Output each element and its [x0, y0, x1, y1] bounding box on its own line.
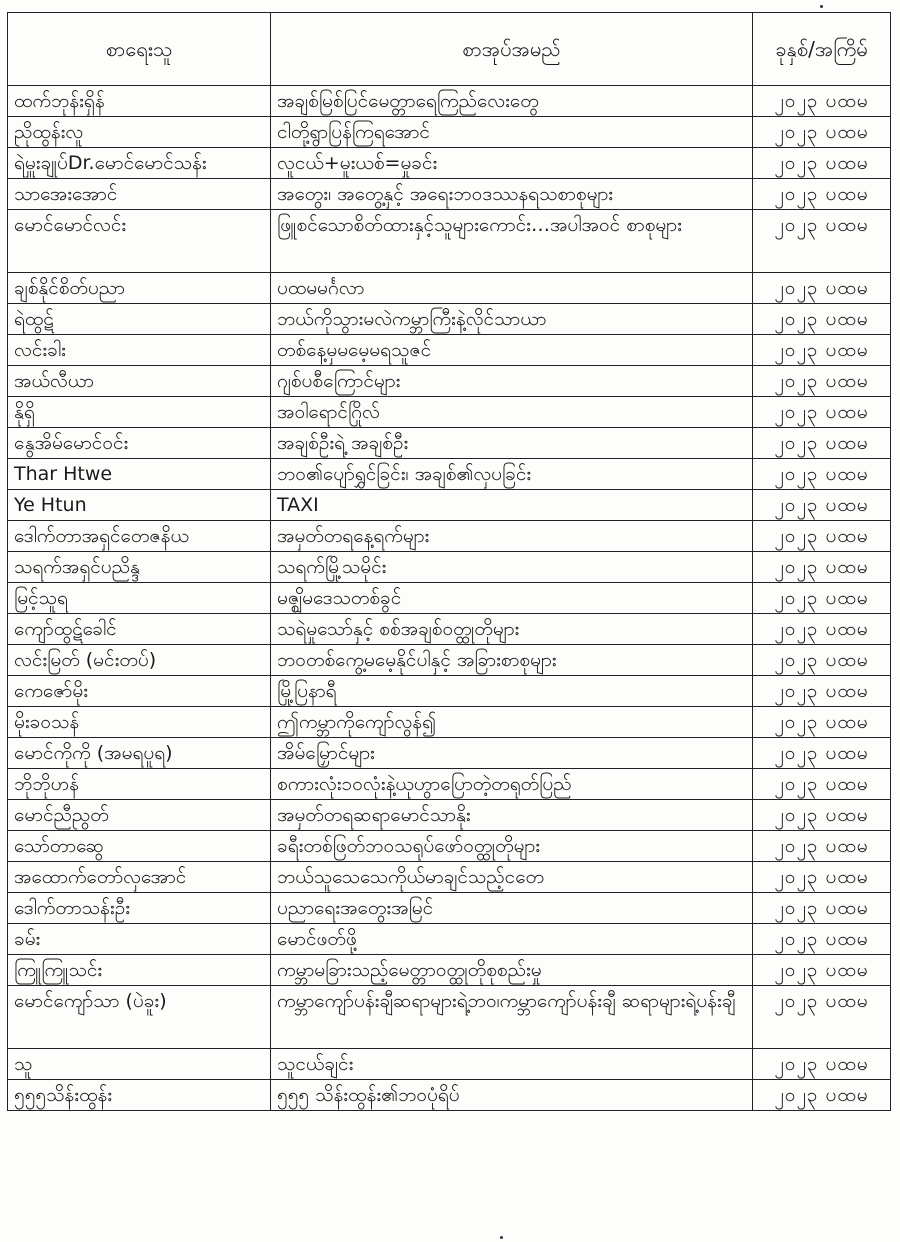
year-cell: ၂၀၂၃ ပထမ [753, 86, 891, 117]
year-cell: ၂၀၂၃ ပထမ [753, 273, 891, 304]
year-cell: ၂၀၂၃ ပထမ [753, 893, 891, 924]
title-cell: ပညာရေးအတွေးအမြင် [271, 893, 753, 924]
author-cell: လင်းမြတ် (မင်းတပ်) [8, 645, 271, 676]
table-row [8, 304, 891, 335]
title-cell: TAXI [271, 490, 753, 521]
title-cell: သရက်မြို့သမိုင်း [271, 552, 753, 583]
table-row [8, 335, 891, 366]
title-cell: မဇ္ဈိမဒေသတစ်ခွင် [271, 583, 753, 614]
author-cell: နိုရှိ [8, 397, 271, 428]
author-cell: Ye Htun [8, 490, 271, 521]
year-cell: ၂၀၂၃ ပထမ [753, 210, 891, 273]
scan-speck [820, 5, 823, 8]
table-row [8, 645, 891, 676]
title-cell: ဤကမ္ဘာကိုကျော်လွန်၍ [271, 707, 753, 738]
year-cell: ၂၀၂၃ ပထမ [753, 645, 891, 676]
title-cell: ပထမမင်္ဂလာ [271, 273, 753, 304]
author-cell: Thar Htwe [8, 459, 271, 490]
table-row [8, 676, 891, 707]
title-cell: ဘဝ၏ပျော်ရွှင်ခြင်း၊ အချစ်၏လှပခြင်း [271, 459, 753, 490]
table-row [8, 273, 891, 304]
title-cell: အချစ်မြစ်ပြင်မေတ္တာရေကြည်လေးတွေ [271, 86, 753, 117]
author-cell: ဒေါက်တာသန်းဦး [8, 893, 271, 924]
year-cell: ၂၀၂၃ ပထမ [753, 552, 891, 583]
author-cell: မောင်ကိုကို (အမရပူရ) [8, 738, 271, 769]
title-cell: ဘဝတစ်ကွေ့မမေ့နိုင်ပါနှင့် အခြားစာစုများ [271, 645, 753, 676]
table-row [8, 397, 891, 428]
year-cell: ၂၀၂၃ ပထမ [753, 1049, 891, 1080]
year-cell: ၂၀၂၃ ပထမ [753, 707, 891, 738]
year-cell: ၂၀၂၃ ပထမ [753, 148, 891, 179]
author-cell: မောင်မောင်လင်း [8, 210, 271, 273]
author-cell: သရက်အရှင်ပညိန္ဒ [8, 552, 271, 583]
table-row [8, 862, 891, 893]
scan-speck [500, 1236, 503, 1239]
title-cell: ငါတို့ရွာပြန်ကြရအောင် [271, 117, 753, 148]
author-cell: နွေအိမ်မောင်ဝင်း [8, 428, 271, 459]
author-cell: မောင်ကျော်သာ (ပဲခူး) [8, 986, 271, 1049]
author-cell: လင်းခါး [8, 335, 271, 366]
title-cell: အမှတ်တရဆရာမောင်သာနိုး [271, 800, 753, 831]
title-cell: ကမ္ဘာမခြားသည့်မေတ္တာဝတ္ထုတိုစုစည်းမှု [271, 955, 753, 986]
author-cell: မြင့်သူရ [8, 583, 271, 614]
title-cell: အချစ်ဦးရဲ့ အချစ်ဦး [271, 428, 753, 459]
year-cell: ၂၀၂၃ ပထမ [753, 831, 891, 862]
year-cell: ၂၀၂၃ ပထမ [753, 676, 891, 707]
year-cell: ၂၀၂၃ ပထမ [753, 924, 891, 955]
year-cell: ၂၀၂၃ ပထမ [753, 428, 891, 459]
author-cell: ကြူကြူသင်း [8, 955, 271, 986]
author-cell: အယ်လီယာ [8, 366, 271, 397]
year-cell: ၂၀၂၃ ပထမ [753, 800, 891, 831]
table-row [8, 583, 891, 614]
title-cell: စကားလုံး၁၀လုံးနဲ့ယုဟွာပြောတဲ့တရုတ်ပြည် [271, 769, 753, 800]
table-row [8, 179, 891, 210]
title-cell: အဝါရောင်ဂြိုလ် [271, 397, 753, 428]
year-cell: ၂၀၂၃ ပထမ [753, 614, 891, 645]
year-cell: ၂၀၂၃ ပထမ [753, 986, 891, 1049]
author-cell: ရဲထွဋ် [8, 304, 271, 335]
author-cell: ၅၅၅သိန်းထွန်း [8, 1080, 271, 1111]
year-cell: ၂၀၂၃ ပထမ [753, 738, 891, 769]
title-cell: ဖြူစင်သောစိတ်ထားနှင့်သူများကောင်း…အပါအဝင် စာစုများ [271, 210, 753, 273]
author-cell: ကေဇော်မိုး [8, 676, 271, 707]
year-cell: ၂၀၂၃ ပထမ [753, 397, 891, 428]
title-cell: ဘယ်ကိုသွားမလဲကမ္ဘာကြီးနဲ့လိုင်သာယာ [271, 304, 753, 335]
title-cell: သရဲမှုသော်နှင့် စစ်အချစ်ဝတ္ထုတိုများ [271, 614, 753, 645]
table-body [8, 86, 891, 1111]
year-cell: ၂၀၂၃ ပထမ [753, 521, 891, 552]
table-row [8, 459, 891, 490]
author-cell: ချစ်နိုင်စိတ်ပညာ [8, 273, 271, 304]
author-cell: ခမ်း [8, 924, 271, 955]
title-cell: အိမ်မြှောင်များ [271, 738, 753, 769]
table-row [8, 955, 891, 986]
title-cell: အမှတ်တရနေ့ရက်များ [271, 521, 753, 552]
title-cell: ခရီးတစ်ဖြတ်ဘဝသရုပ်ဖော်ဝတ္ထုတိုများ [271, 831, 753, 862]
table-row [8, 707, 891, 738]
year-cell: ၂၀၂၃ ပထမ [753, 583, 891, 614]
title-cell: ဘယ်သူသေသေကိုယ်မာချင်သည့်ငတေ [271, 862, 753, 893]
table-row [8, 614, 891, 645]
author-cell: မိုးခဝသန် [8, 707, 271, 738]
author-cell: သာအေးအောင် [8, 179, 271, 210]
table-row [8, 924, 891, 955]
title-cell: လူငယ်+မူးယစ်=မှုခင်း [271, 148, 753, 179]
year-cell: ၂၀၂၃ ပထမ [753, 490, 891, 521]
table-row [8, 1049, 891, 1080]
author-cell: ဘိုဘိုဟန် [8, 769, 271, 800]
table-row [8, 148, 891, 179]
year-cell: ၂၀၂၃ ပထမ [753, 117, 891, 148]
author-cell: ညိုထွန်းလူ [8, 117, 271, 148]
table-row [8, 738, 891, 769]
table-row [8, 831, 891, 862]
book-list-table [7, 12, 891, 1111]
table-row [8, 1080, 891, 1111]
table-row [8, 86, 891, 117]
table-row [8, 210, 891, 273]
year-cell: ၂၀၂၃ ပထမ [753, 955, 891, 986]
table-row [8, 552, 891, 583]
header-year: ခုနှစ်/အကြိမ် [753, 13, 891, 86]
author-cell: ထက်ဘုန်းရှိန် [8, 86, 271, 117]
author-cell: သော်တာဆွေ [8, 831, 271, 862]
title-cell: မြို့ပြနာရီ [271, 676, 753, 707]
table-row [8, 769, 891, 800]
year-cell: ၂၀၂၃ ပထမ [753, 459, 891, 490]
table-row [8, 521, 891, 552]
table-row [8, 986, 891, 1049]
title-cell: ဂျစ်ပစီကြောင်များ [271, 366, 753, 397]
title-cell: သူငယ်ချင်း [271, 1049, 753, 1080]
year-cell: ၂၀၂၃ ပထမ [753, 366, 891, 397]
author-cell: မောင်ညီညွတ် [8, 800, 271, 831]
title-cell: တစ်နေ့မှမမေ့မရသူဇင် [271, 335, 753, 366]
table-row [8, 366, 891, 397]
year-cell: ၂၀၂၃ ပထမ [753, 769, 891, 800]
title-cell: ၅၅၅ သိန်းထွန်း၏ဘဝပုံရိပ် [271, 1080, 753, 1111]
author-cell: ဒေါက်တာအရှင်တေဇနိယ [8, 521, 271, 552]
title-cell: ကမ္ဘာကျော်ပန်းချီဆရာများရဲ့ဘဝ၊ကမ္ဘာကျော်ပန်းချီ ဆရာများရဲ့ပန်းချီ [271, 986, 753, 1049]
title-cell: အတွေး၊ အတွေ့နှင့် အရေးဘဝဒဿနရသစာစုများ [271, 179, 753, 210]
year-cell: ၂၀၂၃ ပထမ [753, 304, 891, 335]
table-row [8, 800, 891, 831]
table-row [8, 490, 891, 521]
author-cell: ရဲမှူးချုပ်Dr.မောင်မောင်သန်း [8, 148, 271, 179]
title-cell: မောင်ဖတ်ဖို့ [271, 924, 753, 955]
header-author: စာရေးသူ [8, 13, 271, 86]
author-cell: သူ [8, 1049, 271, 1080]
table-row [8, 893, 891, 924]
year-cell: ၂၀၂၃ ပထမ [753, 862, 891, 893]
author-cell: ကျော်ထွဋ်ခေါင် [8, 614, 271, 645]
year-cell: ၂၀၂၃ ပထမ [753, 1080, 891, 1111]
table-row [8, 117, 891, 148]
year-cell: ၂၀၂၃ ပထမ [753, 335, 891, 366]
year-cell: ၂၀၂၃ ပထမ [753, 179, 891, 210]
table-header-row [8, 13, 891, 86]
header-title: စာအုပ်အမည် [271, 13, 753, 86]
author-cell: အထောက်တော်လှအောင် [8, 862, 271, 893]
table-row [8, 428, 891, 459]
